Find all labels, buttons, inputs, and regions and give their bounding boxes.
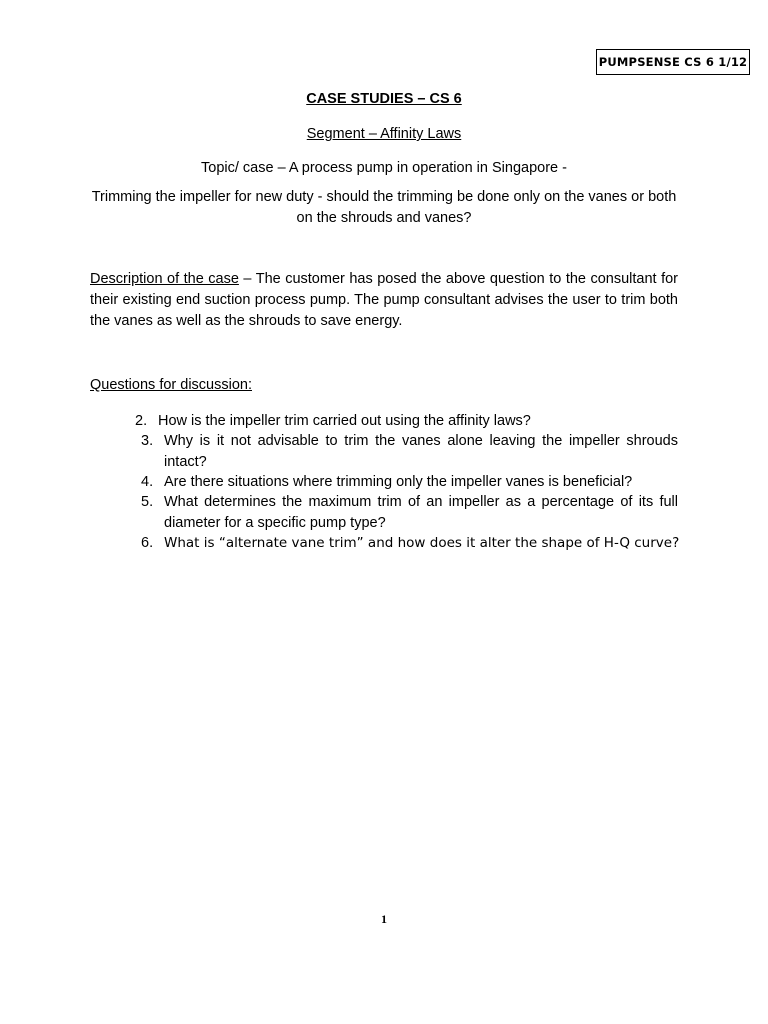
question-number: 2. (135, 413, 148, 429)
topic-line: Topic/ case – A process pump in operation in Singapore - (201, 160, 567, 176)
page-number: 1 (381, 912, 387, 926)
question-number: 5. (141, 494, 154, 510)
question-number: 4. (141, 474, 154, 490)
question-text: What is “alternate vane trim” and how does it alter the shape of H-Q curve? (164, 535, 680, 551)
case-description (90, 269, 678, 332)
segment-heading: Segment – Affinity Laws (306, 126, 462, 142)
question-number: 6. (141, 535, 154, 551)
question-text: Why is it not advisable to trim the vanes alone leaving the impeller shrouds intact? (164, 433, 678, 470)
document-reference-box: PUMPSENSE CS 6 1/12 (596, 49, 750, 75)
description-lead: Description of the case (90, 271, 239, 287)
question-text: Are there situations where trimming only the impeller vanes is beneficial? (164, 474, 633, 490)
main-question: Trimming the impeller for new duty - should the trimming be done only on the vanes or both on the shrouds and vanes? (91, 189, 677, 226)
question-text: What determines the maximum trim of an impeller as a percentage of its full diameter for a specific pump type? (164, 494, 678, 531)
question-number: 3. (141, 433, 154, 449)
document-title: CASE STUDIES – CS 6 (306, 91, 462, 107)
question-text: How is the impeller trim carried out using the affinity laws? (158, 413, 531, 429)
questions-heading: Questions for discussion: (90, 377, 252, 393)
description-body: – The customer has posed the above question to the consultant for their existing end suction process pump. The pump consultant advises the user to trim both the vanes as well as the shrouds to save energy. (90, 271, 678, 329)
